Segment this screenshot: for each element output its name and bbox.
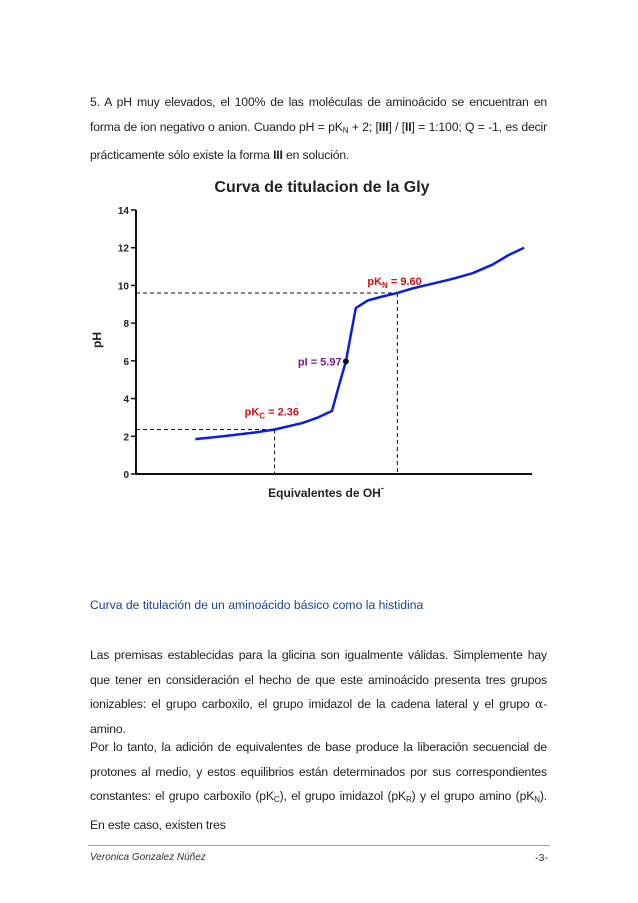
footer-divider — [88, 845, 550, 846]
page-number: -3- — [535, 852, 548, 864]
y-axis-label: pH — [90, 332, 104, 348]
annotation-text: pI = 5.97 — [297, 356, 342, 369]
subscript-r: R — [406, 795, 412, 804]
annotation-value: = 9.60 — [387, 275, 422, 288]
y-tick-label: 4 — [123, 394, 129, 406]
paragraph-ph-high — [90, 90, 547, 168]
subscript-n: N — [342, 125, 349, 135]
annotation-label — [367, 276, 421, 290]
form-ii: II — [405, 119, 412, 134]
subscript-c: C — [273, 795, 280, 804]
y-tick-label: 2 — [123, 432, 129, 444]
text: ] = 1:100; Q = -1, es decir prácticamente sólo existe la forma — [90, 119, 547, 162]
y-tick-label: 12 — [117, 243, 129, 255]
text: ). En este caso, existen tres — [90, 789, 547, 832]
text: ) y el grupo amino (pK — [411, 789, 535, 803]
section-heading: Curva de titulación de un aminoácido básico como la histidina — [90, 598, 424, 612]
annotation-text: pK — [244, 406, 260, 419]
y-tick-label: 8 — [123, 319, 129, 331]
titration-chart-svg — [80, 172, 560, 512]
annotation-value: = 2.36 — [265, 406, 300, 419]
text: ), el grupo imidazol (pK — [279, 789, 407, 803]
x-axis-label — [268, 483, 384, 500]
y-tick-label: 0 — [123, 470, 129, 481]
text: en solución. — [282, 148, 350, 162]
paragraph-equilibria — [90, 735, 547, 837]
annotation-subscript: C — [259, 411, 266, 421]
pi-point — [343, 358, 349, 364]
annotation-label — [298, 356, 342, 368]
form-iii: III — [378, 119, 389, 134]
text: ] / [ — [388, 119, 406, 134]
annotation-subscript: N — [382, 280, 388, 290]
x-axis-label-text: Equivalentes de OH — [268, 486, 381, 500]
y-tick-label: 14 — [117, 206, 129, 217]
text: 5. A pH muy elevados, el 100% de las moléculas de aminoácido se encuentran en forma de ion negativo o anion. Cuando pH = pK — [90, 95, 547, 134]
paragraph-premises — [90, 643, 547, 741]
subscript-n: N — [534, 795, 540, 804]
text: + 2; [ — [348, 119, 379, 134]
annotation-text: pK — [367, 275, 383, 288]
text: Por lo tanto, la adición de equivalentes de base produce la liberación secuencial de protones al medio, y estos equilibrios están determinados por sus correspondientes constantes: el grupo carboxilo (pK — [90, 740, 547, 803]
chart-title: Curva de titulacion de la Gly — [214, 179, 430, 196]
footer-author: Veronica Gonzalez Núñez — [90, 852, 206, 863]
x-axis-label-sup: - — [380, 483, 384, 493]
text: -amino. — [90, 697, 547, 736]
text: Las premisas establecidas para la glicina son igualmente válidas. Simplemente hay que tener en consideración el hecho de que este aminoácido presenta tres grupos ionizables: el grupo carboxilo, el grupo imidazol de la cadena lateral y el grupo — [90, 648, 547, 711]
titration-chart — [80, 172, 560, 512]
y-tick-label: 10 — [117, 281, 129, 293]
alpha-symbol: α — [534, 697, 544, 711]
annotation-label — [245, 406, 299, 420]
form-iii: III — [273, 148, 283, 162]
y-tick-label: 6 — [123, 356, 129, 368]
